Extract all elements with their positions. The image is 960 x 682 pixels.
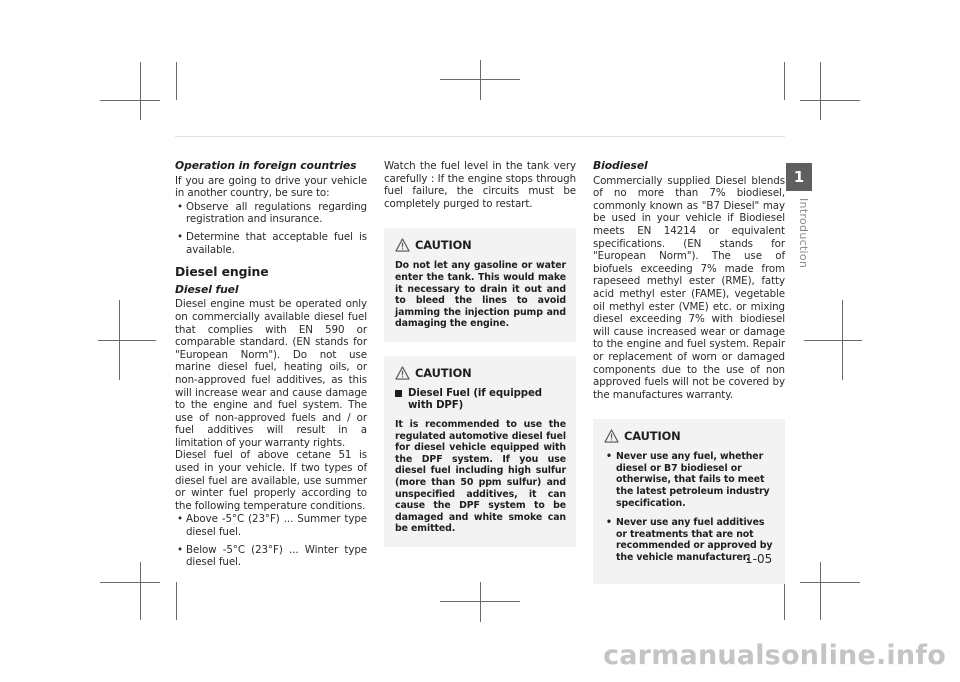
- temperature-bullet-list: [175, 513, 367, 568]
- caution-title: CAUTION: [624, 428, 681, 443]
- list-item: • Above -5°C (23°F) ... Summer type diesel fuel.: [175, 513, 367, 538]
- cetane-paragraph: Diesel fuel of above cetane 51 is used in your vehicle. If two types of diesel fuel are available, use summer or winter fuel properly according to the following temperature conditions.: [175, 449, 367, 512]
- list-item: • Never use any fuel, whether diesel or B7 biodiesel or otherwise, that fails to meet the latest petroleum industry specification.: [604, 451, 775, 509]
- diesel-fuel-heading: Diesel fuel: [175, 282, 239, 296]
- caution-subheading: [395, 388, 566, 412]
- column-left: [175, 160, 367, 574]
- list-item: • Never use any fuel additives or treatments that are not recommended or approved by the vehicle manufacturer.: [604, 517, 775, 563]
- list-item: • Below -5°C (23°F) ... Winter type diesel fuel.: [175, 544, 367, 569]
- column-right: [593, 160, 785, 598]
- caution-box-water: [384, 228, 576, 342]
- watermark: carmanualsonline.info: [603, 640, 946, 671]
- biodiesel-paragraph: Commercially supplied Diesel blends of no more than 7% biodiesel, commonly known as "B7 Diesel" may be used in your vehicle if Biodiesel meets EN 14214 or equivalent specifications. (EN stands for "European Norm"). The use of biofuels exceeding 7% made from rapeseed methyl ester (RME), fatty acid methyl ester (FAME), vegetable oil methyl ester (VME) etc. or mixing diesel exceeding 7% with biodiesel will cause increased wear or damage to the engine and fuel system. Repair or replacement of worn or damaged components due to the use of non approved fuels will not be covered by the manufactures warranty.: [593, 174, 785, 401]
- chapter-number: 1: [793, 168, 805, 186]
- fuel-level-paragraph: Watch the fuel level in the tank very carefully : If the engine stops through fuel failure, the circuits must be completely purged to restart.: [384, 160, 576, 210]
- chapter-label: Introduction: [797, 198, 810, 269]
- diesel-fuel-paragraph: Diesel engine must be operated only on commercially available diesel fuel that complies with EN 590 or comparable standard. (EN stands for "European Norm"). Do not use marine diesel fuel, heating oils, or non-approved fuel additives, as this will increase wear and cause damage to the engine and fuel system. The use of non-approved fuels and / or fuel additives will result in a limitation of your warranty rights.: [175, 298, 367, 449]
- foreign-bullet-list: [175, 201, 367, 256]
- caution-text: It is recommended to use the regulated automotive diesel fuel for diesel vehicle equipped with the DPF system. If you use diesel fuel including high sulfur (more than 50 ppm sulfur) and unspecified additives, it can cause the DPF system to be damaged and white smoke can be emitted.: [395, 418, 566, 535]
- caution-box-dpf: [384, 356, 576, 547]
- caution-title: CAUTION: [415, 238, 472, 253]
- warning-triangle-icon: [395, 238, 410, 252]
- caution-header: [395, 366, 566, 380]
- column-middle: [384, 160, 576, 561]
- top-rule: [175, 136, 785, 137]
- square-bullet-icon: [395, 390, 402, 397]
- list-item: • Determine that acceptable fuel is available.: [175, 231, 367, 256]
- caution-title: CAUTION: [415, 365, 472, 380]
- caution-text: Do not let any gasoline or water enter the tank. This would make it necessary to drain it out and to bleed the lines to avoid jamming the injection pump and damaging the engine.: [395, 260, 566, 330]
- diesel-engine-heading: Diesel engine: [175, 264, 269, 280]
- foreign-intro: If you are going to drive your vehicle in another country, be sure to:: [175, 174, 367, 200]
- page-number: 1-05: [745, 552, 773, 566]
- caution-bullet-list: [604, 451, 775, 563]
- list-item: • Observe all regulations regarding registration and insurance.: [175, 201, 367, 226]
- biodiesel-heading: Biodiesel: [593, 159, 648, 172]
- caution-header: [395, 238, 566, 252]
- warning-triangle-icon: [395, 366, 410, 380]
- caution-subheading-text: Diesel Fuel (if equipped with DPF): [408, 387, 542, 411]
- warning-triangle-icon: [604, 429, 619, 443]
- caution-header: [604, 429, 775, 443]
- foreign-countries-heading: Operation in foreign countries: [175, 159, 357, 172]
- chapter-tab: [786, 163, 812, 191]
